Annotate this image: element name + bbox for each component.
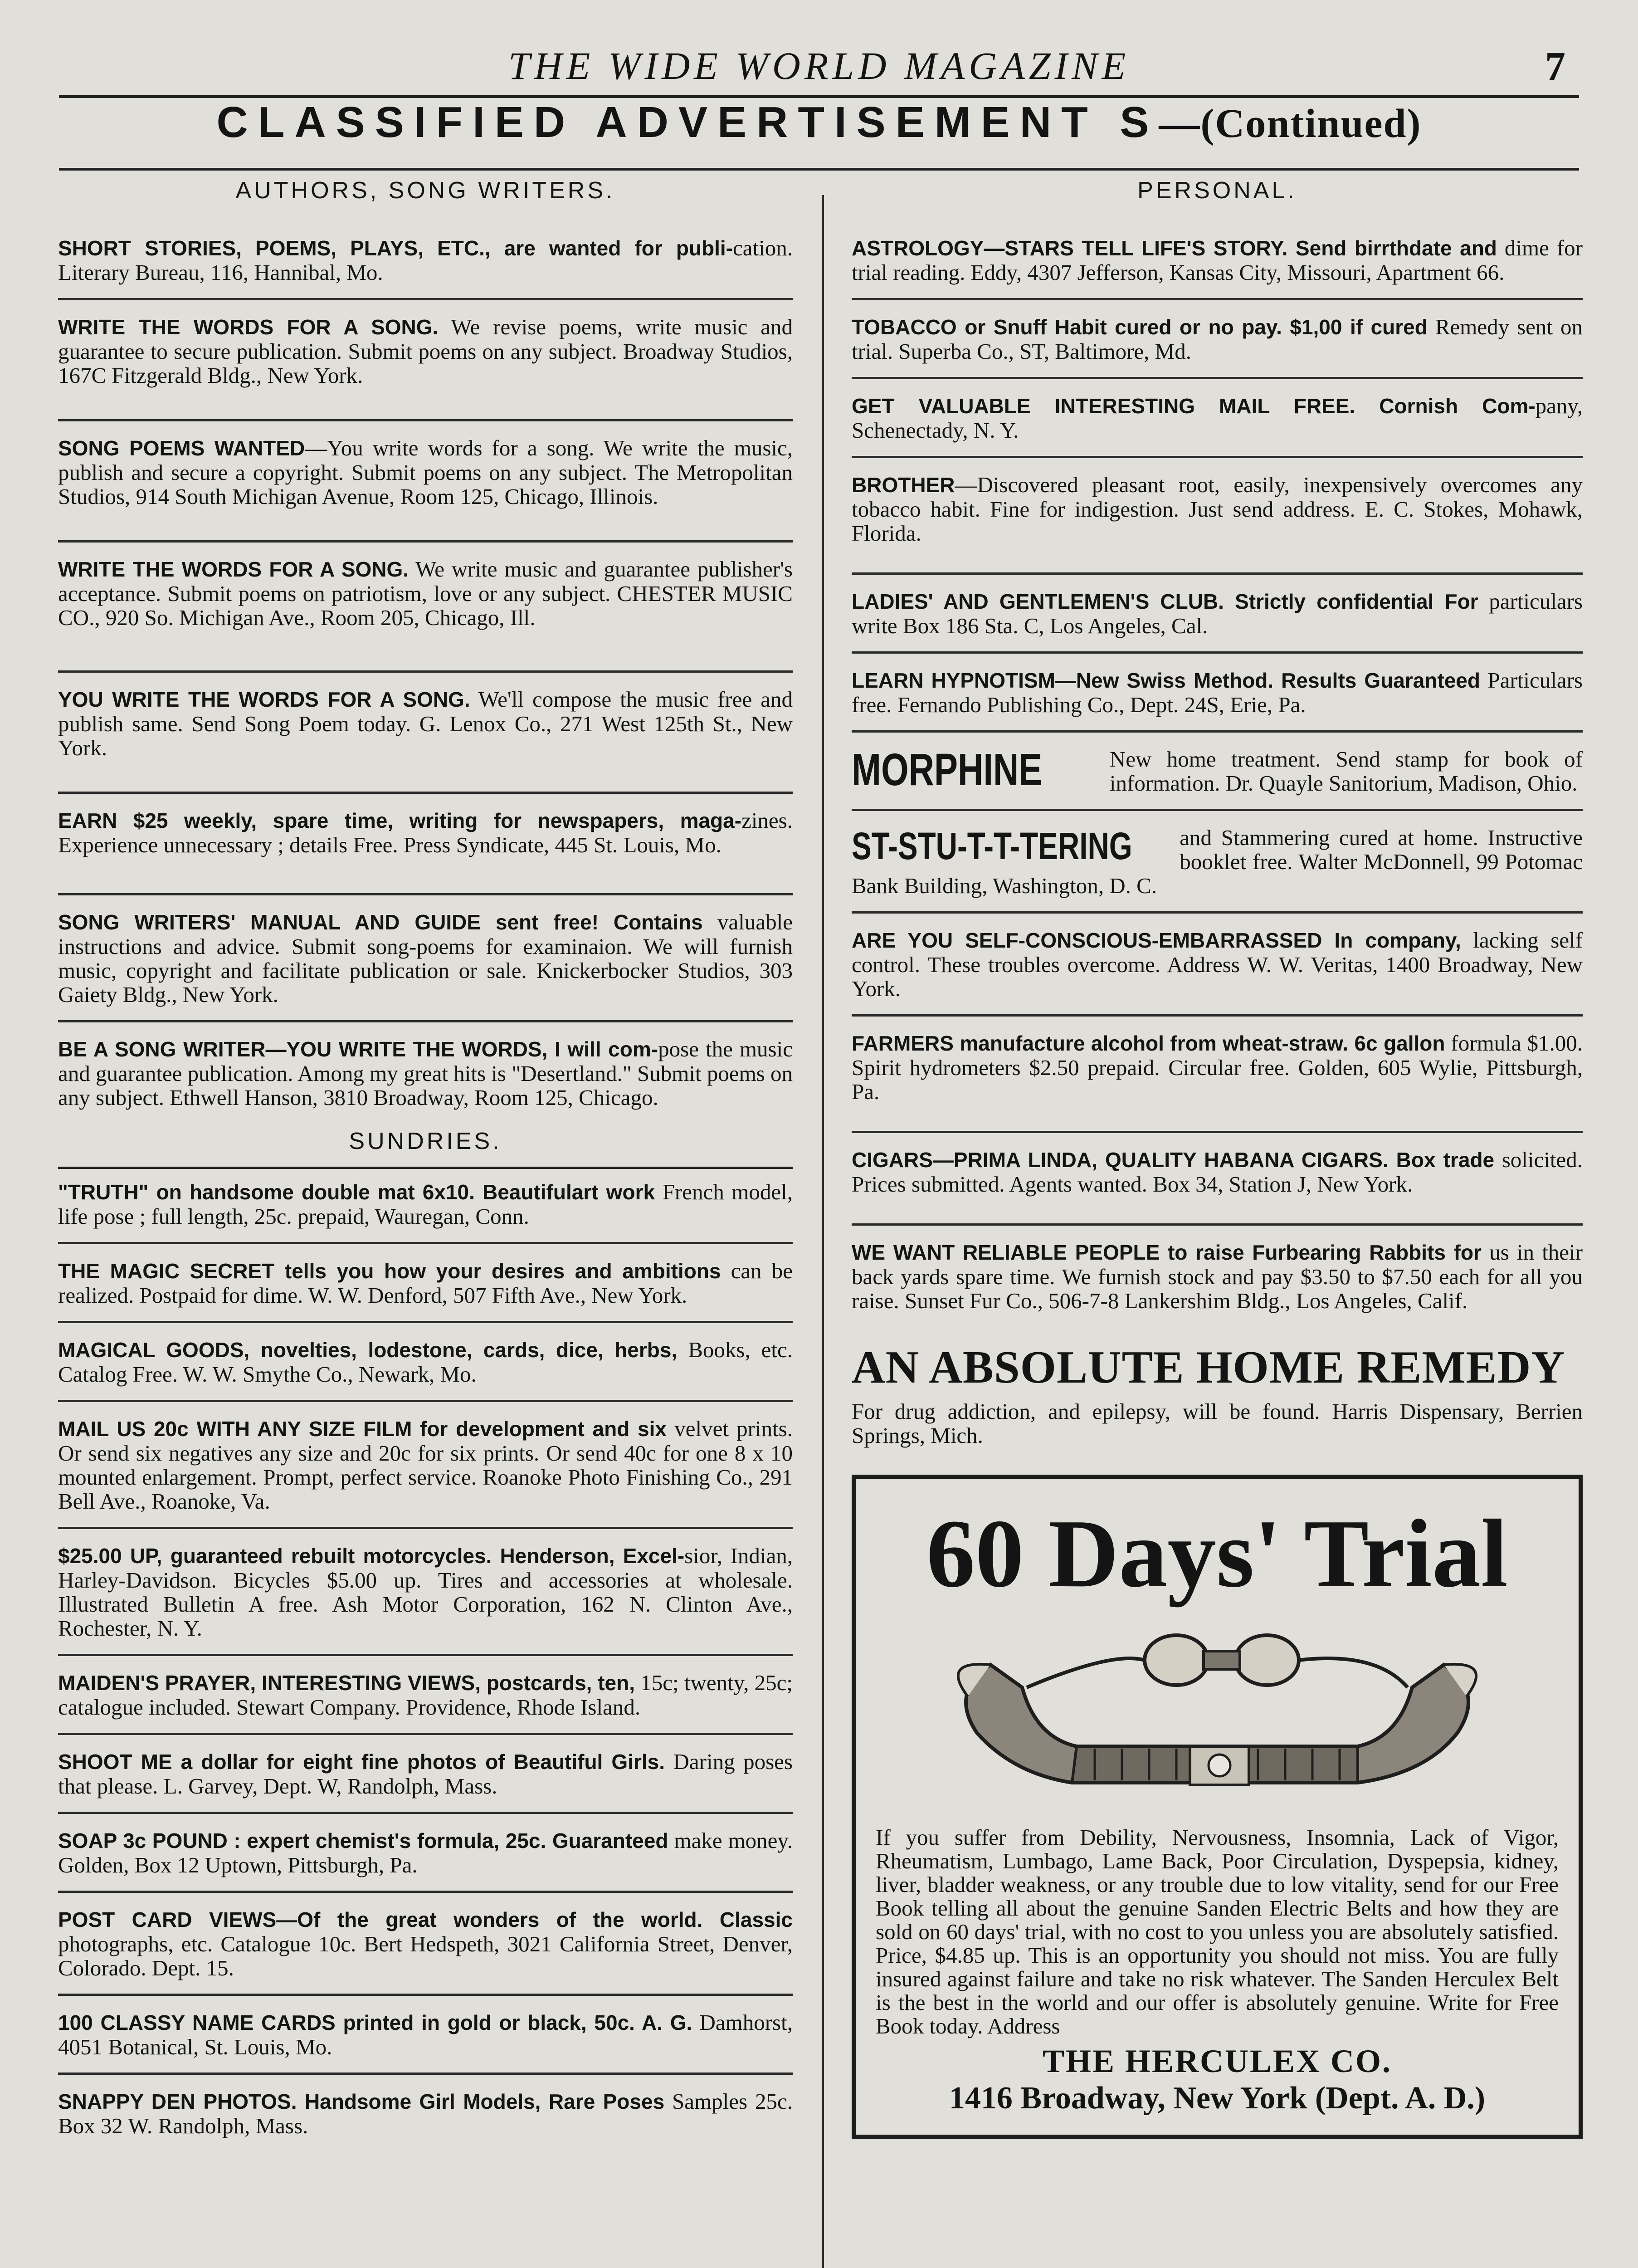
- right-column: [852, 177, 1583, 2139]
- ad-lead: THE MAGIC SECRET tells you how your desires and ambitions: [58, 1259, 721, 1283]
- ad-maidens-prayer: [58, 1671, 793, 1735]
- ad-name-cards: [58, 2010, 793, 2075]
- ad-lead: $25.00 UP, guaranteed rebuilt motorcycles. Henderson, Excel-: [58, 1544, 685, 1568]
- stuttering-headline: ST-STU-T-T-TERING: [852, 826, 1132, 867]
- ad-press-syndicate: [58, 808, 793, 895]
- ad-body: can be realized. Postpaid for dime. W. W. Denford, 507 Fifth Ave., New York.: [58, 1258, 793, 1308]
- column-divider: [822, 195, 824, 2268]
- ad-body: Books, etc. Catalog Free. W. W. Smythe Co., Newark, Mo.: [58, 1337, 793, 1387]
- section-title-suffix: —(Continued): [1159, 101, 1422, 146]
- ad-short-stories: [58, 236, 793, 300]
- ad-lead: LEARN HYPNOTISM—New Swiss Method. Results Guaranteed: [852, 669, 1480, 692]
- ad-motorcycles: [58, 1544, 793, 1656]
- left-column: [58, 177, 793, 2166]
- ad-body: Samples 25c. Box 32 W. Randolph, Mass.: [58, 2089, 793, 2138]
- ad-lead: BE A SONG WRITER—YOU WRITE THE WORDS, I will com-: [58, 1037, 658, 1061]
- ad-body: formula $1.00. Spirit hydrometers $2.50 prepaid. Circular free. Golden, 605 Wylie, Pittsburgh, Pa.: [852, 1031, 1583, 1104]
- ad-lead: SONG POEMS WANTED: [58, 436, 305, 460]
- ad-lead: LADIES' AND GENTLEMEN'S CLUB. Strictly confidential For: [852, 590, 1478, 613]
- ad-body: We'll compose the music free and publish same. Send Song Poem today. G. Lenox Co., 271 West 125th St., New York.: [58, 687, 793, 760]
- ad-body: us in their back yards spare time. We furnish stock and pay $3.50 to $7.50 each for all you raise. Sunset Fur Co., 506-7-8 Lankershim Bldg., Los Angeles, Calif.: [852, 1240, 1583, 1313]
- ad-body: sior, Indian, Harley-Davidson. Bicycles $5.00 up. Tires and accessories at wholesale. Illustrated Bulletin A free. Ash Motor Corporation, 162 N. Clinton Ave., Rochester, N. Y.: [58, 1543, 793, 1641]
- ad-body: —You write words for a song. We write the music, publish and secure a copyright. Submit poems on any subject. The Metropolitan Studios, 914 South Michigan Avenue, Room 125, Chicago, Illinois.: [58, 435, 793, 509]
- ad-lead: GET VALUABLE INTERESTING MAIL FREE. Cornish Com-: [852, 394, 1536, 418]
- belt-illustration: [876, 1624, 1559, 1817]
- ad-stuttering: [852, 826, 1583, 914]
- remedy-headline: AN ABSOLUTE HOME REMEDY: [852, 1342, 1565, 1393]
- remedy-body: [852, 1399, 1583, 1447]
- ad-lead: CIGARS—PRIMA LINDA, QUALITY HABANA CIGARS. Box trade: [852, 1148, 1495, 1172]
- ad-broadway-studios: [58, 315, 793, 421]
- ad-body: Remedy sent on trial. Superba Co., ST, Baltimore, Md.: [852, 314, 1583, 364]
- sundries-ads: [58, 1180, 793, 2151]
- authors-heading: AUTHORS, SONG WRITERS.: [235, 177, 615, 204]
- ad-shoot-me: [58, 1750, 793, 1814]
- ad-club: [852, 589, 1583, 654]
- ad-self-conscious: [852, 928, 1583, 1017]
- ad-lead: YOU WRITE THE WORDS FOR A SONG.: [58, 688, 470, 711]
- ad-lead: WRITE THE WORDS FOR A SONG.: [58, 315, 439, 339]
- herculex-address: 1416 Broadway, New York (Dept. A. D.): [949, 2081, 1486, 2116]
- ad-body: zines. Experience unnecessary ; details Free. Press Syndicate, 445 St. Louis, Mo.: [58, 808, 793, 857]
- ad-body: particulars write Box 186 Sta. C, Los Angeles, Cal.: [852, 589, 1583, 638]
- ad-body: cation. Literary Bureau, 116, Hannibal, Mo.: [58, 235, 793, 285]
- ad-body: photographs, etc. Catalogue 10c. Bert Hedspeth, 3021 California Street, Denver, Colorado. Dept. 15.: [58, 1931, 793, 1980]
- ad-lead: SOAP 3c POUND : expert chemist's formula, 25c. Guaranteed: [58, 1829, 668, 1853]
- page-number: 7: [1545, 44, 1565, 89]
- ad-lead: ARE YOU SELF-CONSCIOUS-EMBARRASSED In company,: [852, 929, 1461, 952]
- personal-heading: PERSONAL.: [1137, 177, 1297, 204]
- ad-farmers: [852, 1031, 1583, 1133]
- running-title: THE WIDE WORLD MAGAZINE: [508, 44, 1130, 88]
- ad-lead: POST CARD VIEWS—Of the great wonders of the world. Classic: [58, 1908, 793, 1931]
- ad-body: velvet prints. Or send six negatives any size and 20c for six prints. Or send 40c for one 8 x 10 mounted enlargement. Prompt, perfect service. Roanoke Photo Finishing Co., 291 Bell Ave., Roanoke, Va.: [58, 1416, 793, 1514]
- ad-hypnotism: [852, 668, 1583, 733]
- ad-brother: [852, 473, 1583, 575]
- ad-body: dime for trial reading. Eddy, 4307 Jefferson, Kansas City, Missouri, Apartment 66.: [852, 235, 1583, 285]
- ad-metropolitan-studios: [58, 436, 793, 543]
- ad-morphine: [852, 747, 1583, 811]
- ad-body: make money. Golden, Box 12 Uptown, Pittsburgh, Pa.: [58, 1828, 793, 1877]
- ad-body: We revise poems, write music and guarantee to secure publication. Submit poems on any subject. Broadway Studios, 167C Fitzgerald Bldg., New York.: [58, 314, 793, 388]
- ad-body: Daring poses that please. L. Garvey, Dept. W, Randolph, Mass.: [58, 1749, 793, 1799]
- ad-snappy-den: [58, 2089, 793, 2151]
- ad-lead: EARN $25 weekly, spare time, writing for newspapers, maga-: [58, 809, 742, 832]
- ad-lead: SHORT STORIES, POEMS, PLAYS, ETC., are wanted for publi-: [58, 236, 733, 260]
- ad-truth-photo: [58, 1180, 793, 1244]
- section-title-text: CLASSIFIED ADVERTISEMENT S: [216, 98, 1159, 147]
- ad-cigars: [852, 1148, 1583, 1226]
- ad-body: —Discovered pleasant root, easily, inexpensively overcomes any tobacco habit. Fine for indigestion. Just send address. E. C. Stokes, Mohawk, Florida.: [852, 472, 1583, 546]
- ad-lead: ASTROLOGY—STARS TELL LIFE'S STORY. Send birrthdate and: [852, 236, 1497, 260]
- ad-lead: BROTHER: [852, 473, 955, 497]
- ad-lead: WRITE THE WORDS FOR A SONG.: [58, 557, 409, 581]
- ad-knickerbocker: [58, 910, 793, 1022]
- ad-body: 15c; twenty, 25c; catalogue included. Stewart Company. Providence, Rhode Island.: [58, 1670, 793, 1720]
- ad-lead: SHOOT ME a dollar for eight fine photos of Beautiful Girls.: [58, 1750, 665, 1774]
- ad-body: Damhorst, 4051 Botanical, St. Louis, Mo.: [58, 2010, 793, 2059]
- section-title: [59, 98, 1579, 147]
- ad-body: lacking self control. These troubles overcome. Address W. W. Veritas, 1400 Broadway, New York.: [852, 928, 1583, 1001]
- ad-body: For drug addiction, and epilepsy, will be found. Harris Dispensary, Berrien Springs, Mich.: [852, 1399, 1583, 1448]
- ad-home-remedy: [852, 1341, 1583, 1447]
- ad-lead: FARMERS manufacture alcohol from wheat-straw. 6c gallon: [852, 1031, 1445, 1055]
- ad-magical-goods: [58, 1338, 793, 1402]
- ad-body: We write music and guarantee publisher's acceptance. Submit poems on patriotism, love or any subject. CHESTER MUSIC CO., 920 So. Michigan Ave., Room 205, Chicago, Ill.: [58, 557, 793, 630]
- morphine-headline: MORPHINE: [852, 747, 1043, 795]
- ad-lead: TOBACCO or Snuff Habit cured or no pay. $1,00 if cured: [852, 315, 1428, 339]
- ad-lead: SONG WRITERS' MANUAL AND GUIDE sent free! Contains: [58, 910, 703, 934]
- ad-ethwell-hanson: [58, 1037, 793, 1123]
- ad-lead: MAIDEN'S PRAYER, INTERESTING VIEWS, postcards, ten,: [58, 1671, 635, 1695]
- ad-lead: WE WANT RELIABLE PEOPLE to raise Furbearing Rabbits for: [852, 1241, 1482, 1264]
- running-head: [59, 43, 1579, 98]
- ad-body: and Stammering cured at home. Instructive booklet free. Walter McDonnell, 99 Potomac Bank Building, Washington, D. C.: [852, 826, 1583, 898]
- ad-body: French model, life pose ; full length, 25c. prepaid, Wauregan, Conn.: [58, 1179, 793, 1229]
- sundries-heading: SUNDRIES.: [349, 1128, 502, 1154]
- ad-astrology: [852, 236, 1583, 300]
- ad-soap: [58, 1828, 793, 1893]
- trial-title: 60 Days' Trial: [926, 1499, 1508, 1608]
- ad-body: pose the music and guarantee publication. Among my great hits is "Desertland." Submit poems on any subject. Ethwell Hanson, 3810 Broadway, Room 125, Chicago.: [58, 1036, 793, 1110]
- ad-body: Particulars free. Fernando Publishing Co., Dept. 24S, Erie, Pa.: [852, 668, 1583, 717]
- herculex-ad: [852, 1475, 1583, 2139]
- ad-lead: SNAPPY DEN PHOTOS. Handsome Girl Models, Rare Poses: [58, 2090, 665, 2113]
- ad-valuable-mail: [852, 394, 1583, 458]
- ad-body: valuable instructions and advice. Submit song-poems for examinaion. We will furnish music, copyright and facilitate publication or sale. Knickerbocker Studios, 303 Gaiety Bldg., New York.: [58, 909, 793, 1007]
- herculex-body: If you suffer from Debility, Nervousness, Insomnia, Lack of Vigor, Rheumatism, Lumbago, Lame Back, Poor Circulation, Dyspepsia, kidney, liver, bladder weakness, or any trouble due to low vitality, send for our Free Book telling all about the genuine Sanden Electric Belts and how they are sold on 60 days' trial, with no cost to you unless you are absolutely satisfied. Price, $4.85 up. This is an opportunity you should not miss. You are fully insured against failure and take no risk whatever. The Sanden Herculex Belt is the best in the world and our offer is absolutely genuine. Write for Free Book today. Address: [876, 1825, 1559, 2038]
- ad-chester-music: [58, 557, 793, 673]
- personal-ads: [852, 236, 1583, 1326]
- electric-belt-image: [922, 1624, 1512, 1814]
- sundries-rule: [58, 1167, 793, 1169]
- ad-rabbits: [852, 1240, 1583, 1326]
- authors-ads: [58, 236, 793, 1123]
- ad-lead: 100 CLASSY NAME CARDS printed in gold or black, 50c. A. G.: [58, 2011, 692, 2034]
- ad-lead: MAGICAL GOODS, novelties, lodestone, cards, dice, herbs,: [58, 1338, 678, 1362]
- ad-body: New home treatment. Send stamp for book of information. Dr. Quayle Sanitorium, Madison, Ohio.: [1109, 747, 1583, 796]
- ad-body: solicited. Prices submitted. Agents wanted. Box 34, Station J, New York.: [852, 1147, 1583, 1197]
- ad-roanoke-photo: [58, 1417, 793, 1529]
- herculex-company: THE HERCULEX CO.: [1042, 2043, 1392, 2079]
- section-rule: [59, 168, 1579, 171]
- ad-tobacco: [852, 315, 1583, 379]
- ad-lenox: [58, 687, 793, 794]
- ad-body: pany, Schenectady, N. Y.: [852, 393, 1583, 443]
- ad-lead: "TRUTH" on handsome double mat 6x10. Beautifulart work: [58, 1180, 655, 1204]
- ad-post-card-views: [58, 1907, 793, 1996]
- ad-lead: MAIL US 20c WITH ANY SIZE FILM for development and six: [58, 1417, 667, 1441]
- ad-magic-secret: [58, 1259, 793, 1323]
